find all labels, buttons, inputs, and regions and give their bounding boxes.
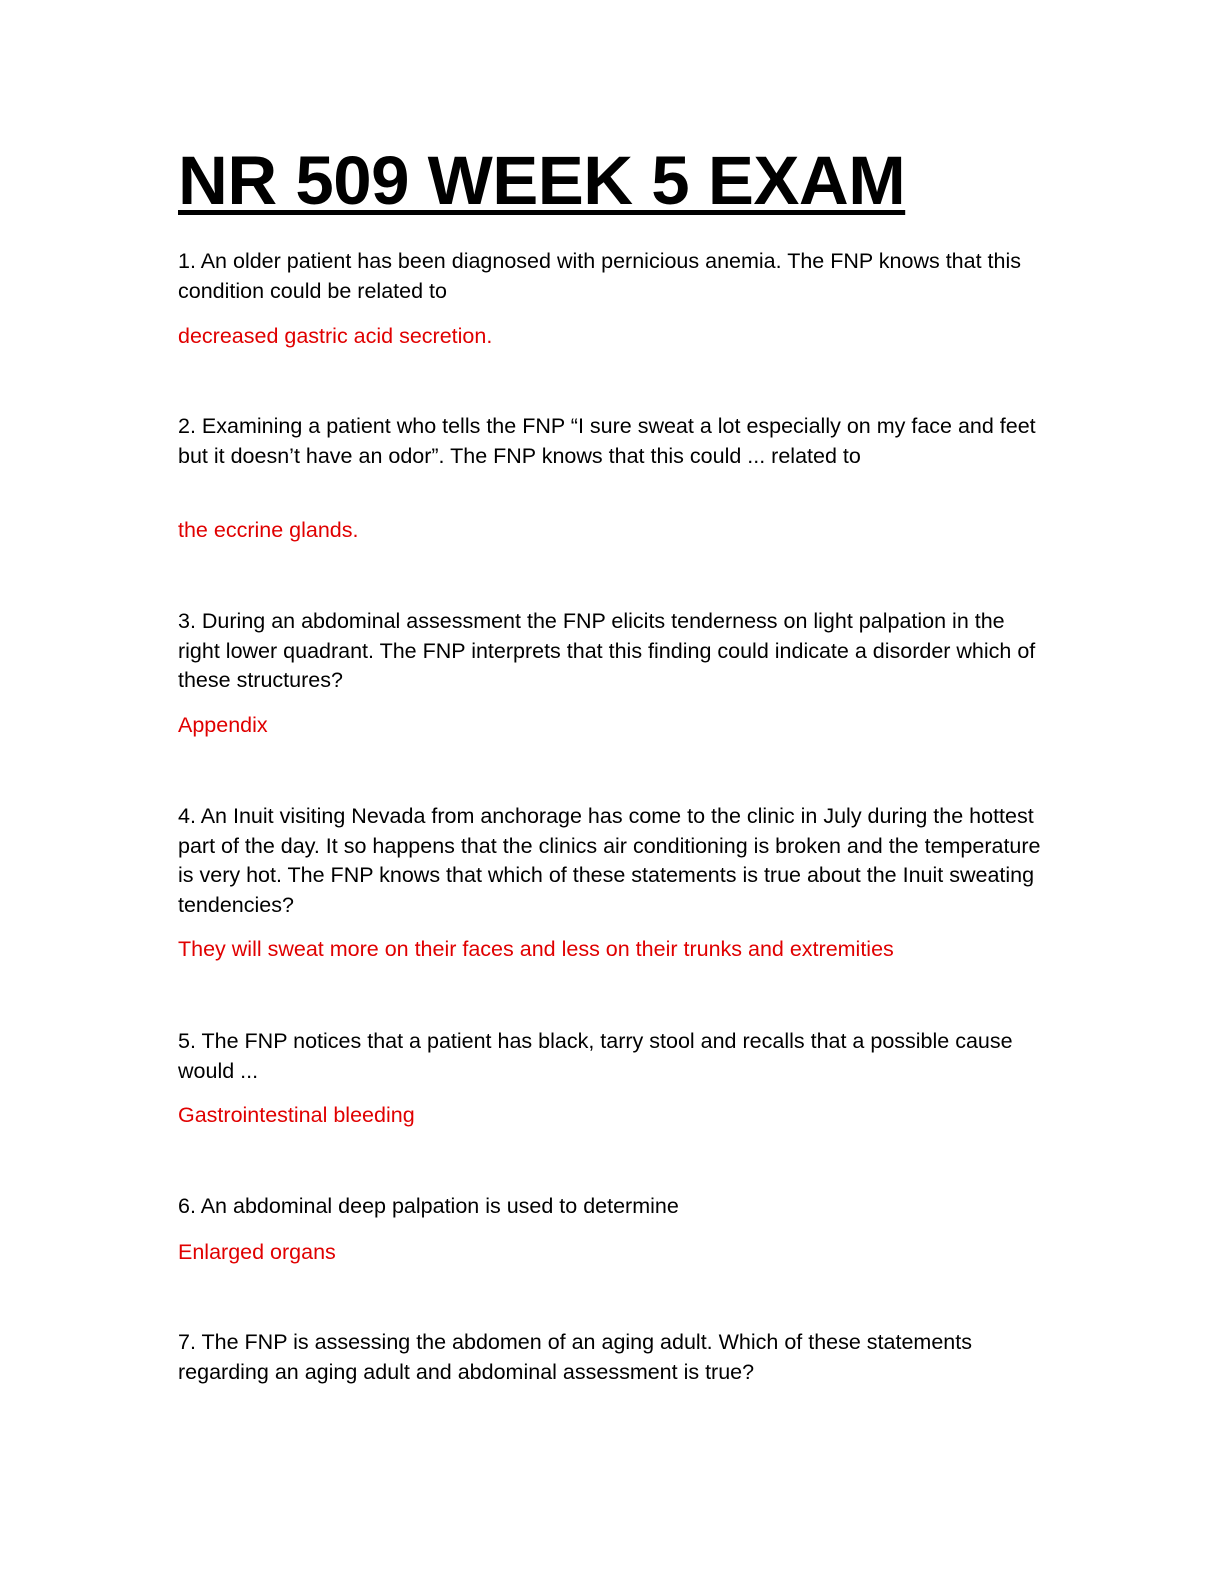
- answer-5: Gastrointestinal bleeding: [178, 1103, 415, 1127]
- question-6: 6. An abdominal deep palpation is used to determine: [178, 1194, 679, 1218]
- answer-1: decreased gastric acid secretion.: [178, 324, 493, 348]
- question-7: 7. The FNP is assessing the abdomen of an aging adult. Which of these statements regarding an aging adult and abdominal assessment is true?: [178, 1330, 972, 1384]
- question-5: 5. The FNP notices that a patient has black, tarry stool and recalls that a possible cause would ...: [178, 1029, 1013, 1083]
- answer-3: Appendix: [178, 713, 268, 737]
- question-4: 4. An Inuit visiting Nevada from anchorage has come to the clinic in July during the hottest part of the day. It so happens that the clinics air conditioning is broken and the temperature is very hot. The FNP knows that which of these statements is true about the Inuit sweating tendencies?: [178, 804, 1041, 917]
- question-3: 3. During an abdominal assessment the FNP elicits tenderness on light palpation in the right lower quadrant. The FNP interprets that this finding could indicate a disorder which of these structures?: [178, 609, 1036, 693]
- question-2: 2. Examining a patient who tells the FNP “I sure sweat a lot especially on my face and feet but it doesn’t have an odor”. The FNP knows that this could ... related to: [178, 414, 1036, 468]
- answer-6: Enlarged organs: [178, 1240, 336, 1264]
- question-1: 1. An older patient has been diagnosed with pernicious anemia. The FNP knows that this condition could be related to: [178, 249, 1022, 303]
- answer-2: the eccrine glands.: [178, 518, 359, 542]
- page-title: NR 509 WEEK 5 EXAM: [178, 142, 906, 219]
- answer-4: They will sweat more on their faces and less on their trunks and extremities: [178, 937, 894, 961]
